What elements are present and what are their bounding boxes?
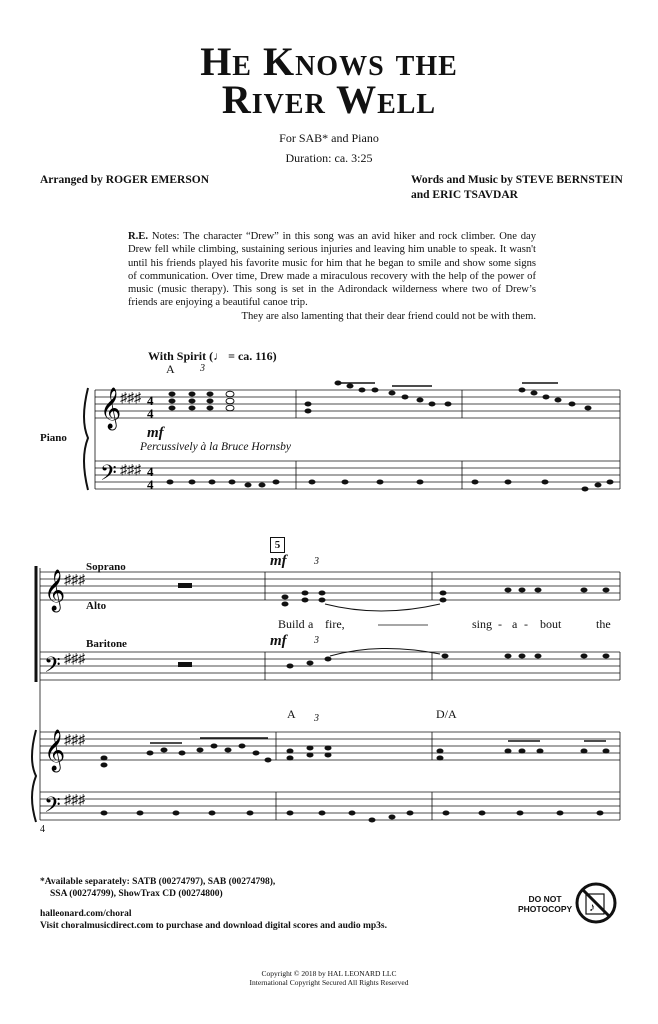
lyrics-line	[0, 617, 658, 633]
piano-label: Piano	[40, 432, 67, 444]
svg-text:𝄞: 𝄞	[44, 730, 66, 770]
do-not-photocopy-notice	[518, 894, 572, 914]
svg-text:4: 4	[147, 406, 154, 421]
visit-link[interactable]: Visit choralmusicdirect.com to purchase and download digital scores and audio mp3s.	[40, 921, 387, 931]
composer-credit-line-1: Words and Music by STEVE BERNSTEIN	[411, 174, 623, 186]
svg-text:♯♯♯: ♯♯♯	[64, 733, 85, 748]
triplet-mark-4: 3	[314, 713, 319, 724]
copyright-line-1: Copyright © 2018 by HAL LEONARD LLC	[261, 969, 397, 978]
title-line-2: River Well	[221, 77, 437, 122]
photocopy-text: PHOTOCOPY	[518, 904, 573, 914]
svg-text:𝄞: 𝄞	[44, 570, 66, 610]
dynamic-mf-baritone: mf	[270, 633, 287, 649]
piano-system-2	[32, 729, 620, 823]
svg-text:𝄢: 𝄢	[44, 793, 61, 822]
no-photocopy-icon	[574, 881, 618, 925]
lyric: sing	[472, 617, 493, 631]
chord-symbol-da: D/A	[436, 707, 457, 721]
subtitle: For SAB* and Piano	[279, 131, 379, 145]
rehearsal-mark: 5	[270, 537, 285, 553]
quarter-note-icon: ♩	[213, 349, 226, 363]
svg-text:♪: ♪	[589, 900, 595, 914]
triplet-mark-3: 3	[314, 635, 319, 646]
svg-text:♯♯♯: ♯♯♯	[64, 573, 85, 588]
voice-system	[36, 566, 620, 820]
svg-text:𝄢: 𝄢	[100, 461, 117, 490]
svg-text:4: 4	[147, 464, 154, 479]
tempo-text: With Spirit (	[148, 349, 214, 363]
title-line-1: He Knows the	[200, 39, 458, 84]
lyric: fire,	[325, 617, 345, 631]
lyric: -	[524, 617, 528, 631]
svg-text:♯♯♯: ♯♯♯	[64, 652, 85, 667]
piano-system-1	[84, 381, 620, 493]
lyric: Build	[278, 617, 305, 631]
triplet-mark-1: 3	[200, 363, 205, 374]
chord-symbol-a-2: A	[287, 707, 296, 721]
duration: Duration: ca. 3:25	[285, 151, 373, 165]
notes-closing: They are also lamenting that their dear friend could not be with them.	[241, 311, 536, 322]
svg-text:♯♯♯: ♯♯♯	[120, 463, 141, 478]
do-not-text: DO NOT	[528, 894, 562, 904]
lyric: a	[512, 617, 518, 631]
svg-text:𝄞: 𝄞	[100, 388, 122, 428]
copyright-line-2: International Copyright Secured All Rights Reserved	[249, 978, 409, 987]
svg-text:4: 4	[147, 477, 154, 492]
available-separately: *Available separately: SATB (00274797), SAB (00274798),	[40, 877, 276, 887]
soprano-label: Soprano	[86, 561, 126, 573]
publisher-url[interactable]: halleonard.com/choral	[40, 909, 132, 919]
svg-text:𝄢: 𝄢	[44, 653, 61, 682]
tempo-value: = ca. 116)	[225, 349, 277, 363]
dynamic-mf-soprano: mf	[270, 553, 287, 569]
page-number: 4	[40, 824, 45, 835]
chord-symbol-a: A	[166, 362, 175, 376]
baritone-label: Baritone	[86, 638, 127, 650]
triplet-mark-2: 3	[314, 556, 319, 567]
svg-text:♯♯♯: ♯♯♯	[64, 793, 85, 808]
notes-body: Notes: The character “Drew” in this song was an avid hiker and rock climber. One day Drew fell while climbing, sustaining serious injuries and leaving him unable to speak. It wasn't until his friends played his favorite music for him that he began to smile and show some signs of communication. Over time, Drew made a miraculous recovery with the help of the power of music (music therapy). This song is set in the Adirondack wilderness where two of Drew’s friends are enjoying a beautiful canoe trip.	[128, 231, 536, 309]
lyric: the	[596, 617, 611, 631]
notes-label: R.E.	[128, 231, 149, 242]
lyric: a	[308, 617, 314, 631]
svg-text:♯♯♯: ♯♯♯	[120, 391, 141, 406]
style-direction: Percussively à la Bruce Hornsby	[140, 441, 291, 453]
arranger-credit: Arranged by ROGER EMERSON	[40, 174, 209, 186]
dynamic-mf-piano: mf	[147, 425, 164, 441]
composer-credit-line-2: and ERIC TSAVDAR	[411, 189, 518, 201]
alto-label: Alto	[86, 600, 107, 612]
lyric: bout	[540, 617, 562, 631]
available-separately-2: SSA (00274799), ShowTrax CD (00274800)	[50, 889, 223, 899]
svg-text:4: 4	[147, 393, 154, 408]
lyric: -	[498, 617, 502, 631]
